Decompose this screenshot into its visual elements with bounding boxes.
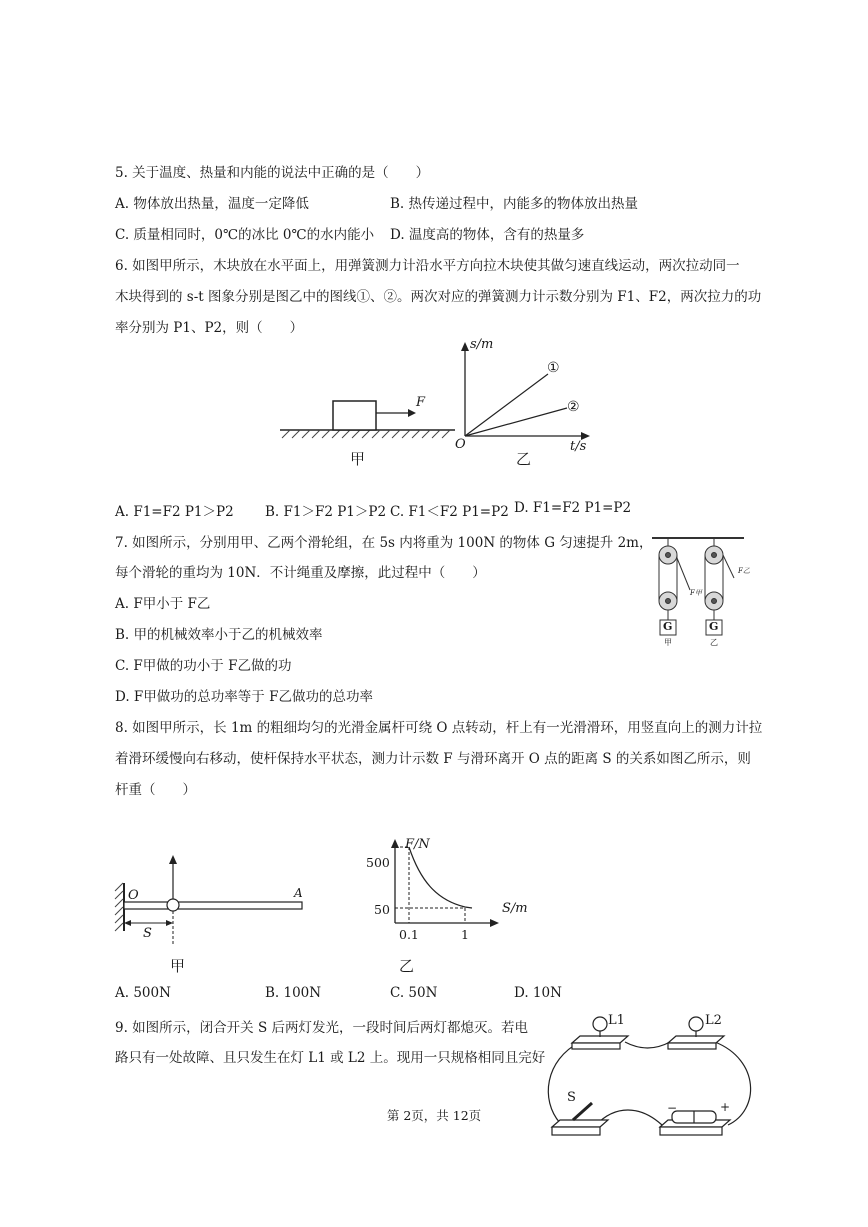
q8-option-d: D. 10N: [514, 985, 562, 1001]
q7-caption-b: 乙: [710, 638, 718, 647]
q8-stem-line1: 8. 如图甲所示，长 1m 的粗细均匀的光滑金属杆可绕 O 点转动，杆上有一光滑滑环，用竖直向上的测力计拉: [115, 720, 763, 736]
q7-caption-a: 甲: [664, 638, 672, 647]
q7-option-c: C. F甲做的功小于 F乙做的功: [115, 658, 292, 674]
q8-distance-label: S: [143, 926, 152, 941]
q6-graph-ylabel: s/m: [470, 337, 494, 352]
q5-option-d: D. 温度高的物体，含有的热量多: [390, 227, 585, 243]
q6-option-d: D. F1=F2 P1=P2: [514, 500, 632, 516]
page-footer: 第 2页，共 12页: [386, 1108, 482, 1123]
q8-option-b: B. 100N: [265, 985, 322, 1001]
q8-graph-ylabel: F/N: [405, 837, 430, 852]
q8-stem-line3: 杆重（ ）: [115, 782, 196, 798]
q6-stem-line3: 率分别为 P1、P2，则（ ）: [115, 320, 304, 336]
q9-battery-minus: −: [667, 1101, 678, 1115]
q6-option-b: B. F1＞F2 P1＞P2: [265, 504, 387, 520]
q8-stem-line2: 着滑环缓慢向右移动，使杆保持水平状态，测力计示数 F 与滑环离开 O 点的距离 S 的关系如图乙所示，则: [115, 751, 751, 767]
q6-stem-line2: 木块得到的 s-t 图象分别是图乙中的图线①、②。两次对应的弹簧测力计示数分别为 F1、F2，两次拉力的功: [115, 289, 762, 305]
q7-stem-line1: 7. 如图所示，分别用甲、乙两个滑轮组，在 5s 内将重为 100N 的物体 G 匀速提升 2m，: [115, 535, 653, 551]
q7-weight-a: G: [663, 620, 673, 633]
q8-graph-tick-50: 50: [374, 902, 390, 917]
q8-figure-right-caption: 乙: [399, 957, 415, 975]
q7-weight-b: G: [709, 620, 719, 633]
q8-figure-left-caption: 甲: [170, 957, 186, 975]
q8-graph-xlabel: S/m: [502, 901, 528, 916]
q6-graph-line2-label: ②: [567, 399, 580, 415]
q6-figure-left-caption: 甲: [350, 450, 366, 468]
q5-option-c: C. 质量相同时，0℃的冰比 0℃的水内能小: [115, 227, 375, 243]
q8-graph-tick-0.1: 0.1: [399, 927, 419, 942]
q6-graph-origin: O: [455, 437, 466, 452]
q8-option-c: C. 50N: [390, 985, 438, 1001]
q5-option-a: A. 物体放出热量，温度一定降低: [115, 196, 309, 212]
q5-stem: 5. 关于温度、热量和内能的说法中正确的是（ ）: [115, 165, 430, 181]
q8-graph-tick-1: 1: [461, 927, 469, 942]
q9-stem-line1: 9. 如图所示，闭合开关 S 后两灯发光，一段时间后两灯都熄灭。若电: [115, 1020, 529, 1036]
q9-stem-line2: 路只有一处故障、且只发生在灯 L1 或 L2 上。现用一只规格相同且完好: [115, 1050, 546, 1066]
q9-switch-label: S: [567, 1090, 576, 1105]
q5-option-b: B. 热传递过程中，内能多的物体放出热量: [390, 196, 639, 212]
q8-option-a: A. 500N: [115, 985, 171, 1001]
q8-end-label: A: [294, 886, 303, 900]
q7-option-a: A. F甲小于 F乙: [115, 596, 211, 612]
q7-force-a: F甲: [690, 589, 702, 597]
q9-lamp1-label: L1: [608, 1013, 625, 1028]
q6-option-c: C. F1＜F2 P1=P2: [390, 504, 509, 520]
q9-battery-plus: +: [720, 1100, 731, 1114]
q6-option-a: A. F1=F2 P1＞P2: [115, 504, 234, 520]
q6-graph-xlabel: t/s: [570, 439, 587, 454]
q6-figure-right-caption: 乙: [516, 450, 532, 468]
q7-stem-line2: 每个滑轮的重均为 10N．不计绳重及摩擦，此过程中（ ）: [115, 565, 486, 581]
q7-option-b: B. 甲的机械效率小于乙的机械效率: [115, 627, 323, 643]
q9-lamp2-label: L2: [705, 1013, 722, 1028]
q6-stem-line1: 6. 如图甲所示，木块放在水平面上，用弹簧测力计沿水平方向拉木块使其做匀速直线运动，两次拉动同一: [115, 258, 740, 274]
q7-force-b: F乙: [738, 567, 750, 575]
q7-option-d: D. F甲做功的总功率等于 F乙做功的总功率: [115, 689, 373, 705]
q6-graph-line1-label: ①: [547, 360, 560, 376]
q8-pivot-label: O: [128, 888, 139, 903]
q6-force-label: F: [416, 395, 426, 410]
q8-graph-tick-500: 500: [366, 855, 390, 870]
